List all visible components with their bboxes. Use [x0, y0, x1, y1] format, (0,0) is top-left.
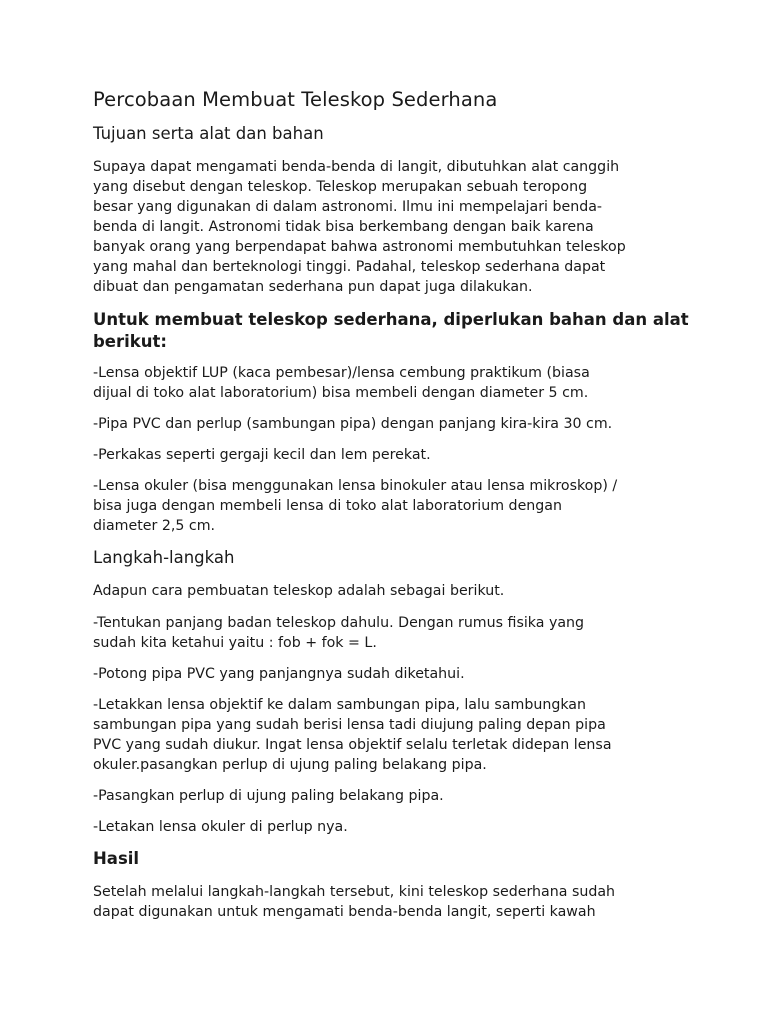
- paragraph-intro: Supaya dapat mengamati benda-benda di langit, dibutuhkan alat canggih yang disebut dengan teleskop. Teleskop merupakan sebuah teropong besar yang digunakan di dalam astronomi. Ilmu ini mempelajari benda- benda di langit. Astronomi tidak bisa berkembang dengan baik karena banyak orang yang berpendapat bahwa astronomi membutuhkan teleskop yang mahal dan berteknologi tinggi. Padahal, teleskop sederhana dapat dibuat dan pengamatan sederhana pun dapat juga dilakukan.: [93, 159, 626, 295]
- material-item: -Lensa objektif LUP (kaca pembesar)/lensa cembung praktikum (biasa dijual di toko alat laboratorium) bisa membeli dengan diameter 5 cm.: [93, 365, 590, 401]
- steps-intro: Adapun cara pembuatan teleskop adalah sebagai berikut.: [93, 583, 505, 599]
- section-heading-langkah: Langkah-langkah: [93, 548, 235, 567]
- section-heading-hasil: Hasil: [93, 849, 140, 868]
- document-title: Percobaan Membuat Teleskop Sederhana: [93, 88, 498, 111]
- step-item: -Letakan lensa okuler di perlup nya.: [93, 819, 348, 835]
- document-content: [93, 87, 693, 934]
- step-item: -Pasangkan perlup di ujung paling belakang pipa.: [93, 788, 444, 804]
- section-heading-bahan: Untuk membuat teleskop sederhana, diperlukan bahan dan alat berikut:: [93, 310, 689, 351]
- paragraph-result: Setelah melalui langkah-langkah tersebut, kini teleskop sederhana sudah dapat digunakan untuk mengamati benda-benda langit, seperti kawah: [93, 884, 616, 920]
- material-item: -Pipa PVC dan perlup (sambungan pipa) dengan panjang kira-kira 30 cm.: [93, 416, 613, 432]
- material-item: -Lensa okuler (bisa menggunakan lensa binokuler atau lensa mikroskop) / bisa juga dengan membeli lensa di toko alat laboratorium dengan diameter 2,5 cm.: [93, 478, 618, 534]
- step-item: -Potong pipa PVC yang panjangnya sudah diketahui.: [93, 666, 465, 682]
- step-item: -Letakkan lensa objektif ke dalam sambungan pipa, lalu sambungkan sambungan pipa yang sudah berisi lensa tadi diujung paling depan pipa PVC yang sudah diukur. Ingat lensa objektif selalu terletak didepan lensa okuler.pasangkan perlup di ujung paling belakang pipa.: [93, 697, 612, 773]
- step-item: -Tentukan panjang badan teleskop dahulu. Dengan rumus fisika yang sudah kita ketahui yaitu : fob + fok = L.: [93, 615, 585, 651]
- section-heading-tujuan: Tujuan serta alat dan bahan: [93, 124, 324, 143]
- material-item: -Perkakas seperti gergaji kecil dan lem perekat.: [93, 447, 431, 463]
